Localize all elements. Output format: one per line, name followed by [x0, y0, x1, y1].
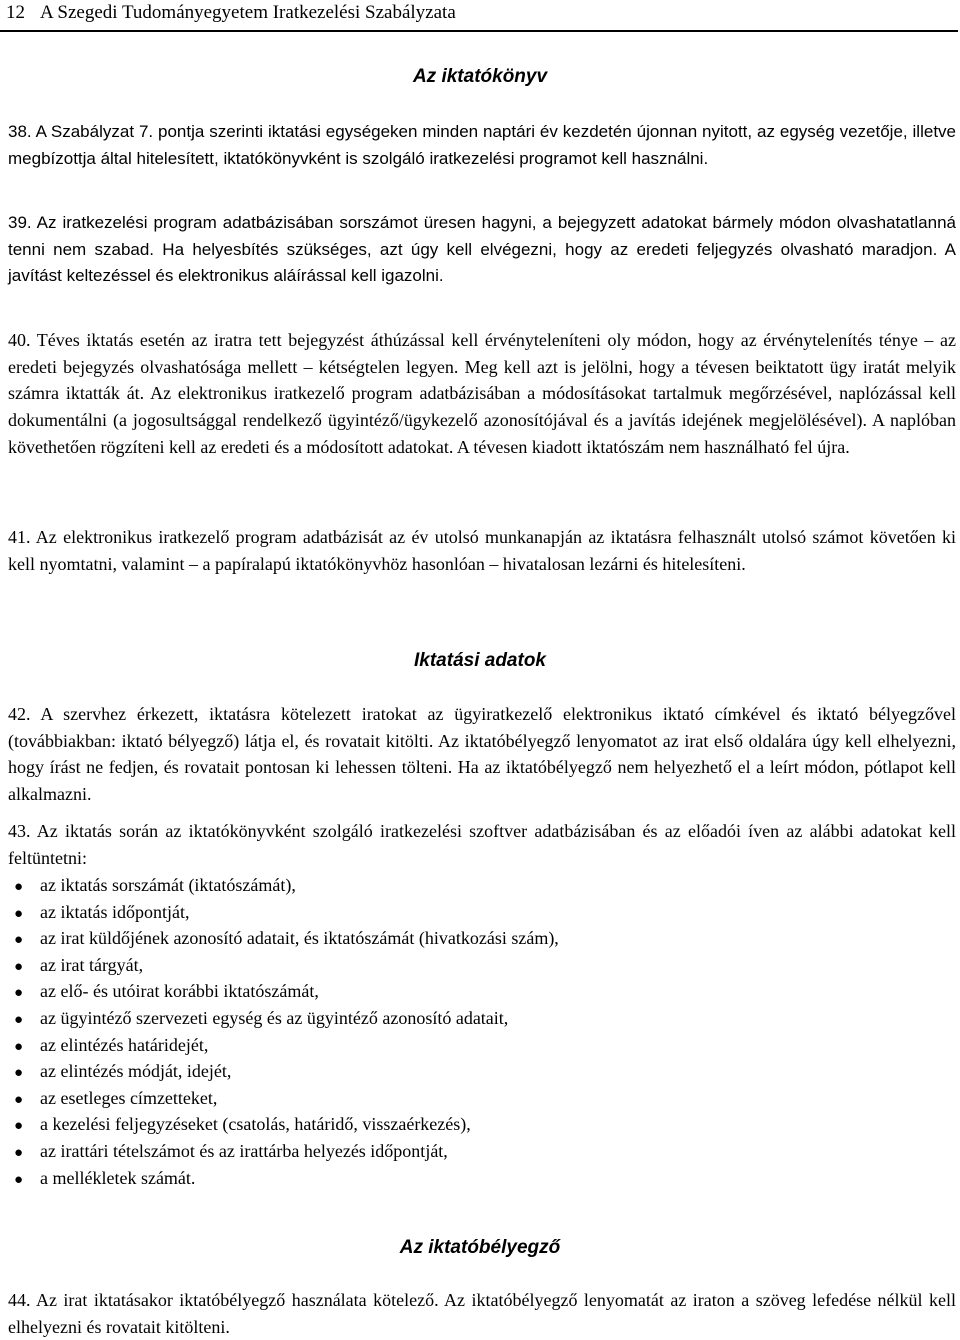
list-item: ● az elintézés módját, idejét,	[8, 1058, 948, 1085]
bullet-icon: ●	[14, 1144, 24, 1161]
list-item: ● az ügyintéző szervezeti egység és az ügyintéző azonosító adatait,	[8, 1005, 948, 1032]
list-item: ● az irat küldőjének azonosító adatait, és iktatószámát (hivatkozási szám),	[8, 925, 948, 952]
bullet-icon: ●	[14, 1091, 24, 1108]
bullet-icon: ●	[14, 905, 24, 922]
bullet-icon: ●	[14, 1065, 24, 1082]
bullet-icon: ●	[14, 879, 24, 895]
paragraph-40: 40. Téves iktatás esetén az iratra tett bejegyzést áthúzással kell érvényteleníteni oly módon, hogy az érvénytelenítés ténye – az eredeti bejegyzés olvashatósága mellett – kétségtelen legyen. Meg kell azt is jelölni, hogy a tévesen beiktatott ügy iratát melyik számra iktatták át. Az elektronikus iratkezelő program adatbázisában a módosításokat tartalmuk megőrzésével, naplózással kell dokumentálni (a jogosultsággal rendelkező ügyintéző/ügykezelő azonosítójával és a javítás idejének megjelölésével). A naplóban követhetően rögzíteni kell az eredeti és a módosított adatokat. A tévesen kiadott iktatószám nem használható fel újra.	[8, 330, 956, 457]
bullet-icon: ●	[14, 985, 24, 1002]
data-items-list	[8, 872, 948, 1191]
page-number: 12	[6, 2, 25, 23]
section-title-iktatasi-adatok: Iktatási adatok	[414, 650, 546, 671]
bullet-icon: ●	[14, 1011, 24, 1028]
list-item: ● az elintézés határidejét,	[8, 1032, 948, 1059]
bullet-icon: ●	[14, 958, 24, 975]
bullet-icon: ●	[14, 932, 24, 949]
list-item: ● az elő- és utóirat korábbi iktatószámát,	[8, 978, 948, 1005]
paragraph-41: 41. Az elektronikus iratkezelő program adatbázisát az év utolsó munkanapján az iktatásra felhasznált utolsó számot követően ki kell nyomtatni, valamint – a papíralapú iktatókönyvhöz hasonlóan – hivatalosan lezárni és hitelesíteni.	[8, 527, 956, 574]
list-item: ● az irat tárgyát,	[8, 952, 948, 979]
list-item: ● a kezelési feljegyzéseket (csatolás, határidő, visszaérkezés),	[8, 1111, 948, 1138]
paragraph-38: 38. A Szabályzat 7. pontja szerinti iktatási egységeken minden naptári év kezdetén újonnan nyitott, az egység vezetője, illetve megbízottja által hitelesített, iktatókönyvként is szolgáló iratkezelési programot kell használni.	[8, 122, 956, 168]
list-item: ● a mellékletek számát.	[8, 1165, 948, 1192]
section-title-iktatokonyv: Az iktatókönyv	[412, 66, 548, 87]
list-item: ● az iktatás sorszámát (iktatószámát),	[8, 872, 948, 899]
paragraph-43: 43. Az iktatás során az iktatókönyvként szolgáló iratkezelési szoftver adatbázisában és az előadói íven az alábbi adatokat kell feltüntetni:	[8, 821, 956, 868]
bullet-icon: ●	[14, 1171, 24, 1188]
paragraph-42: 42. A szervhez érkezett, iktatásra kötelezett iratokat az ügyiratkezelő elektronikus iktató címkével és iktató bélyegzővel (továbbiakban: iktató bélyegző) látja el, és rovatait kitölti. Az iktatóbélyegző lenyomatot az irat első oldalára úgy kell elhelyezni, hogy írást ne fedjen, és rovatait pontosan ki lehessen tölteni. Ha az iktatóbélyegző nem helyezhető el a leírt módon, pótlapot kell alkalmazni.	[8, 704, 956, 805]
list-item: ● az irattári tételszámot és az irattárba helyezés időpontját,	[8, 1138, 948, 1165]
bullet-icon: ●	[14, 1038, 24, 1055]
paragraph-39: 39. Az iratkezelési program adatbázisában sorszámot üresen hagyni, a bejegyzett adatokat bármely módon olvashatatlanná tenni nem szabad. Ha helyesbítés szükséges, azt úgy kell elvégezni, hogy az eredeti feljegyzés olvasható maradjon. A javítást keltezéssel és elektronikus aláírással kell igazolni.	[8, 213, 956, 286]
bullet-icon: ●	[14, 1118, 24, 1135]
section-title-iktatobelyegzo: Az iktatóbélyegző	[399, 1237, 561, 1258]
page-header	[0, 0, 958, 32]
paragraph-44: 44. Az irat iktatásakor iktatóbélyegző használata kötelező. Az iktatóbélyegző lenyomatát az iraton a szöveg lefedése nélkül kell elhelyezni és rovatait kitölteni.	[8, 1290, 956, 1337]
list-item: ● az esetleges címzetteket,	[8, 1085, 948, 1112]
list-item: ● az iktatás időpontját,	[8, 899, 948, 926]
running-title: A Szegedi Tudományegyetem Iratkezelési Szabályzata	[40, 2, 456, 23]
